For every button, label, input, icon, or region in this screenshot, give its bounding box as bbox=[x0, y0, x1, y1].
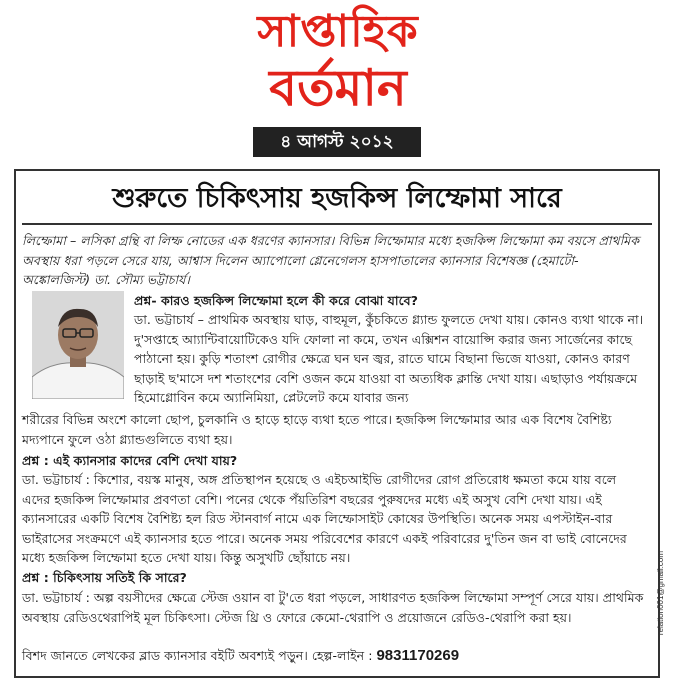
helpline-text: বিশদ জানতে লেখকের ব্লাড ক্যানসার বইটি অবশ্যই পড়ুন। হেল্প-লাইন : bbox=[22, 648, 373, 663]
contact-email: relation001@gmail.com bbox=[656, 551, 665, 636]
article-intro: লিম্ফোমা – লসিকা গ্রন্থি বা লিম্ফ নোডের এক ধরণের ক্যানসার। বিভিন্ন লিম্ফোমার মধ্যে হজকিন্স লিম্ফোমা কম বয়সে প্রাথমিক অবস্থায় ধরা পড়লে সেরে যায়, আশ্বাস দিলেন অ্যাপোলো গ্লেনেগেলস হাসপাতালের ক্যানসার বিশেষজ্ঞ (হেমাটো-অঙ্কোলজিস্ট) ডা. সৌম্য ভট্টাচার্য। bbox=[22, 233, 640, 288]
headline-divider bbox=[22, 223, 652, 225]
helpline-phone: 9831170269 bbox=[376, 647, 460, 664]
answer-2: ডা. ভট্টাচার্য : কিশোর, বয়স্ক মানুষ, অঙ্গ প্রতিস্থাপন হয়েছে ও এইচআইভি রোগীদের রোগ প্রতিরোধ ক্ষমতা কমে যায় বলে এদের হজকিন্স লিম্ফোমার প্রবণতা বেশি। পনের থেকে পঁয়তিরিশ বছরের পুরুষদের মধ্যে এই অসুখ বেশি দেখা যায়। এই ক্যানসারের একটি বিশেষ বৈশিষ্ট্য হল রিড স্টানবার্গ নামে এক লিম্ফোসাইট কোষের উপস্থিতি। অনেক সময় এপস্টাইন-বার ভাইরাসের সংক্রমণে এই ক্যানসার হতে পারে। অনেক সময় পরিবেশের কারণে একই পরিবারের দু'তিন জন বা ভাই বোনেদের মধ্যে হজকিন্স লিম্ফোমা হতে দেখা যায়। কিন্তু অসুখটি ছোঁয়াচে নয়। bbox=[22, 472, 627, 566]
masthead-title-line1: সাপ্তাহিক bbox=[257, 6, 419, 57]
helpline bbox=[22, 646, 646, 666]
person-portrait-icon bbox=[32, 291, 124, 399]
question-3: প্রশ্ন : চিকিৎসায় সতিই কি সারে? bbox=[22, 570, 187, 585]
doctor-photo bbox=[32, 291, 124, 399]
answer-3: ডা. ভট্টাচার্য : অল্প বয়সীদের ক্ষেত্রে স্টেজ ওয়ান বা টু'তে ধরা পড়লে, সাধারণত হজকিন্স লিম্ফোমা সম্পূর্ণ সেরে যায়। প্রাথমিক অবস্থায় রেডিওথেরাপিই মূল চিকিৎসা। স্টেজ থ্রি ও ফোরে কেমো-থেরাপি ও প্রয়োজনে রেডিও-থেরাপি করা হয়। bbox=[22, 590, 644, 625]
masthead-title-line2: বর্তমান bbox=[269, 59, 407, 117]
answer-1-part1: ডা. ভট্টাচার্য – প্রাথমিক অবস্থায় ঘাড়, বাহুমূল, কুঁচকিতে গ্ল্যান্ড ফুলতে দেখা যায়। কোনও ব্যথা থাকে না। দু'সপ্তাহে আ্যান্টিবায়োটিকেও যদি ফোলা না কমে, তখন এক্সিশন বায়োপ্সি করার জন্য সার্জেনের কাছে পাঠানো হয়। কুড়ি শতাংশ রোগীর ক্ষেত্রে ঘন ঘন জ্বর, রাতে ঘামে বিছানা ভিজে যাওয়া, কোনও কারণ ছাড়াই ছ'মাসে দশ শতাংশের বেশি ওজন কমে যাওয়া বা অত্যধিক ক্লান্তি দেখা যায়। এছাড়াও পর্যায়ক্রমে হিমোগ্লোবিন কমে অ্যানিমিয়া, প্লেটলেট কমে যাবার জন্য bbox=[134, 312, 644, 406]
issue-date: ৪ আগস্ট ২০১২ bbox=[253, 127, 421, 157]
article-box bbox=[14, 169, 665, 678]
article-headline: শুরুতে চিকিৎসায় হজকিন্স লিম্ফোমা সারে bbox=[112, 183, 562, 214]
question-2: প্রশ্ন : এই ক্যানসার কাদের বেশি দেখা যায়? bbox=[22, 453, 238, 468]
question-1: প্রশ্ন- কারও হজকিন্স লিম্ফোমা হলে কী করে বোঝা যাবে? bbox=[134, 293, 418, 308]
answer-1-part2: শরীরের বিভিন্ন অংশে কালো ছোপ, চুলকানি ও হাড়ে হাড়ে ব্যথা হতে পারে। হজকিন্স লিম্ফোমার আর এক বিশেষ বৈশিষ্ট্য মদ্যপানে ফুলে ওঠা গ্ল্যান্ডগুলিতে ব্যথা হয়। bbox=[22, 412, 612, 447]
